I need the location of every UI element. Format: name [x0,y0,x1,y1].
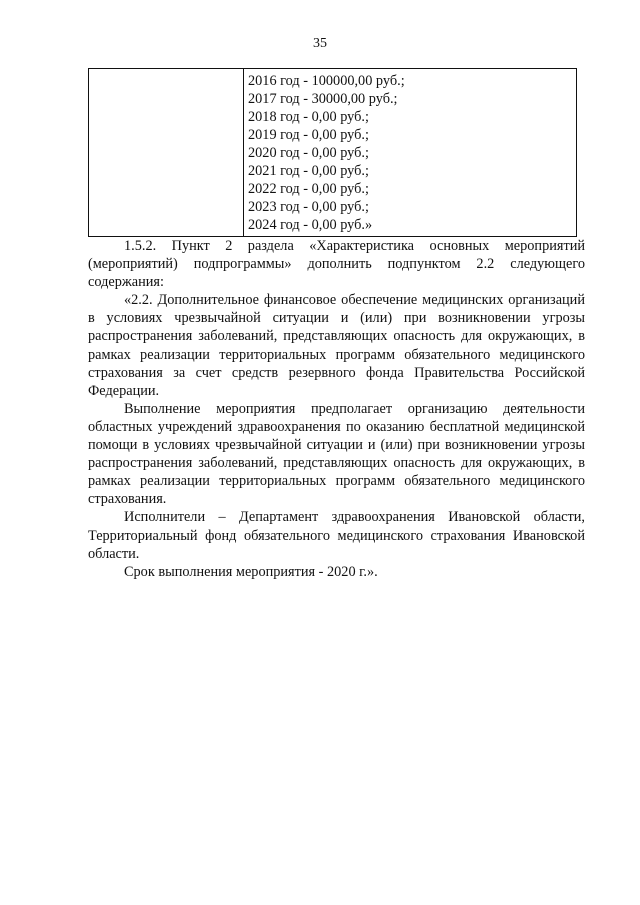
paragraph-subitem-2-2: «2.2. Дополнительное финансовое обеспечение медицинских организаций в условиях чрезвычайной ситуации и (или) при возникновении угрозы распространения заболеваний, представляющих опасность для окружающих, в рамках реализации территориальных программ обязательного медицинского страхования за счет средств резервного фонда Правительства Российской Федерации. [88,292,585,399]
paragraph-executors: Исполнители – Департамент здравоохранения Ивановской области, Территориальный фонд обязательного медицинского страхования Ивановской области. [88,509,585,562]
paragraph-deadline: Срок выполнения мероприятия - 2020 г.». [124,563,378,580]
funding-year-line: 2021 год - 0,00 руб.; [248,163,369,179]
funding-year-line: 2018 год - 0,00 руб.; [248,109,369,125]
table-row [89,69,577,237]
page-number: 35 [313,36,327,51]
funding-year-line: 2023 год - 0,00 руб.; [248,199,369,215]
funding-year-line: 2016 год - 100000,00 руб.; [248,73,405,89]
table-cell-empty [89,69,244,237]
body-text [88,237,585,581]
paragraph-amendment-1-5-2: 1.5.2. Пункт 2 раздела «Характеристика основных мероприятий (мероприятий) подпрограммы» дополнить подпунктом 2.2 следующего содержания: [88,238,585,291]
funding-year-line: 2019 год - 0,00 руб.; [248,127,369,143]
funding-year-line: 2020 год - 0,00 руб.; [248,145,369,161]
funding-table [88,68,577,237]
paragraph-implementation: Выполнение мероприятия предполагает организацию деятельности областных учреждений здравоохранения по оказанию бесплатной медицинской помощи в условиях чрезвычайной ситуации и (или) при возникновении угрозы распространения заболеваний, представляющих опасность для окружающих, в рамках реализации территориальных программ обязательного медицинского страхования. [88,400,585,508]
funding-year-line: 2022 год - 0,00 руб.; [248,181,369,197]
funding-year-line: 2024 год - 0,00 руб.» [248,217,373,233]
funding-year-line: 2017 год - 30000,00 руб.; [248,91,398,107]
table-cell-funding-by-year [244,69,577,237]
